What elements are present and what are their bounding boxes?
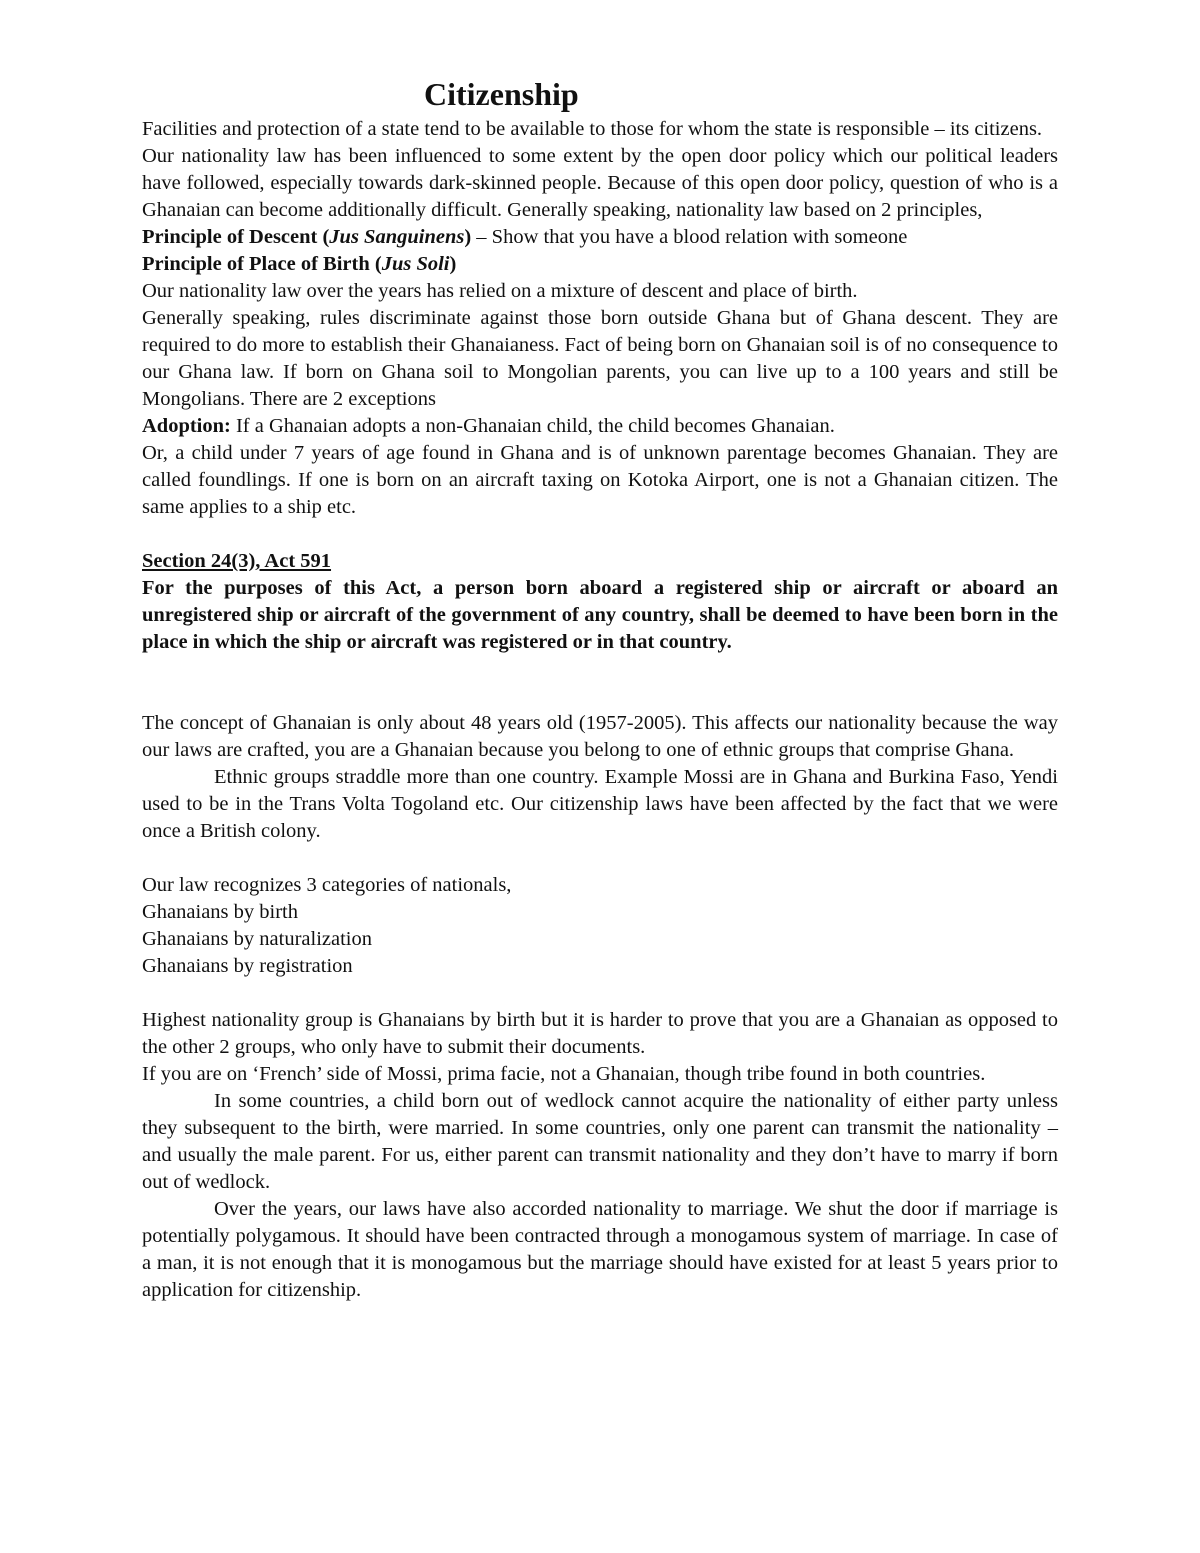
birthplace-label-a: Principle of Place of Birth (: [142, 253, 382, 275]
highest-paragraph: Highest nationality group is Ghanaians by birth but it is harder to prove that you are a Ghanaian as opposed to the other 2 groups, who only have to submit their documents.: [142, 1009, 1058, 1058]
descent-label-b: ): [464, 226, 472, 248]
descent-label-a: Principle of Descent (: [142, 226, 330, 248]
french-paragraph: If you are on ‘French’ side of Mossi, prima facie, not a Ghanaian, though tribe found in both countries.: [142, 1063, 986, 1085]
intro-paragraph: Facilities and protection of a state tend to be available to those for whom the state is responsible – its citizens.: [142, 118, 1043, 140]
adoption-paragraph: [142, 413, 1058, 440]
document-page: [142, 72, 1058, 1304]
birthplace-principle: [142, 251, 1058, 278]
spacer: [142, 683, 1058, 710]
category-item-naturalization: Ghanaians by naturalization: [142, 928, 372, 950]
descent-principle: [142, 224, 1058, 251]
descent-text: – Show that you have a blood relation with someone: [471, 226, 908, 248]
categories-intro: Our law recognizes 3 categories of nationals,: [142, 874, 512, 896]
spacer: [142, 980, 1058, 1007]
birthplace-latin: Jus Soli: [381, 253, 450, 275]
nationality-paragraph: Our nationality law has been influenced to some extent by the open door policy which our political leaders have followed, especially towards dark-skinned people. Because of this open door policy, question of who is a Ghanaian can become additionally difficult. Generally speaking, nationality law based on 2 principles,: [142, 145, 1058, 221]
wedlock-paragraph: In some countries, a child born out of wedlock cannot acquire the nationality of either party unless they subsequent to the birth, were married. In some countries, only one parent can transmit the nationality – and usually the male parent. For us, either parent can transmit nationality and they don’t have to marry if born out of wedlock.: [142, 1090, 1058, 1193]
foundlings-paragraph: Or, a child under 7 years of age found in Ghana and is of unknown parentage becomes Ghanaian. They are called foundlings. If one is born on an aircraft taxing on Kotoka Airport, one is not a Ghanaian citizen. The same applies to a ship etc.: [142, 442, 1058, 518]
adoption-label: Adoption:: [142, 415, 231, 437]
page-title: Citizenship: [424, 76, 579, 112]
section-quote: For the purposes of this Act, a person born aboard a registered ship or aircraft or aboard an unregistered ship or aircraft of the government of any country, shall be deemed to have been born in the place in which the ship or aircraft was registered or in that country.: [142, 577, 1058, 653]
spacer: [142, 656, 1058, 683]
ethnic-paragraph: Ethnic groups straddle more than one country. Example Mossi are in Ghana and Burkina Faso, Yendi used to be in the Trans Volta Togoland etc. Our citizenship laws have been affected by the fact that we were once a British colony.: [142, 766, 1058, 842]
spacer: [142, 521, 1058, 548]
descent-latin: Jus Sanguinens: [329, 226, 465, 248]
concept-paragraph: The concept of Ghanaian is only about 48 years old (1957-2005). This affects our nationality because the way our laws are crafted, you are a Ghanaian because you belong to one of ethnic groups that comprise Ghana.: [142, 712, 1058, 761]
mixture-paragraph: Our nationality law over the years has relied on a mixture of descent and place of birth.: [142, 280, 858, 302]
spacer: [142, 845, 1058, 872]
section-heading: Section 24(3), Act 591: [142, 550, 332, 572]
birthplace-label-b: ): [449, 253, 457, 275]
rules-paragraph: Generally speaking, rules discriminate against those born outside Ghana but of Ghana descent. They are required to do more to establish their Ghanaianess. Fact of being born on Ghanaian soil is of no consequence to our Ghana law. If born on Ghana soil to Mongolian parents, you can live up to a 100 years and still be Mongolians. There are 2 exceptions: [142, 307, 1058, 410]
category-item-registration: Ghanaians by registration: [142, 955, 353, 977]
category-item-birth: Ghanaians by birth: [142, 901, 298, 923]
adoption-text: If a Ghanaian adopts a non-Ghanaian child, the child becomes Ghanaian.: [230, 415, 835, 437]
marriage-paragraph: Over the years, our laws have also accorded nationality to marriage. We shut the door if marriage is potentially polygamous. It should have been contracted through a monogamous system of marriage. In case of a man, it is not enough that it is monogamous but the marriage should have existed for at least 5 years prior to application for citizenship.: [142, 1198, 1058, 1301]
